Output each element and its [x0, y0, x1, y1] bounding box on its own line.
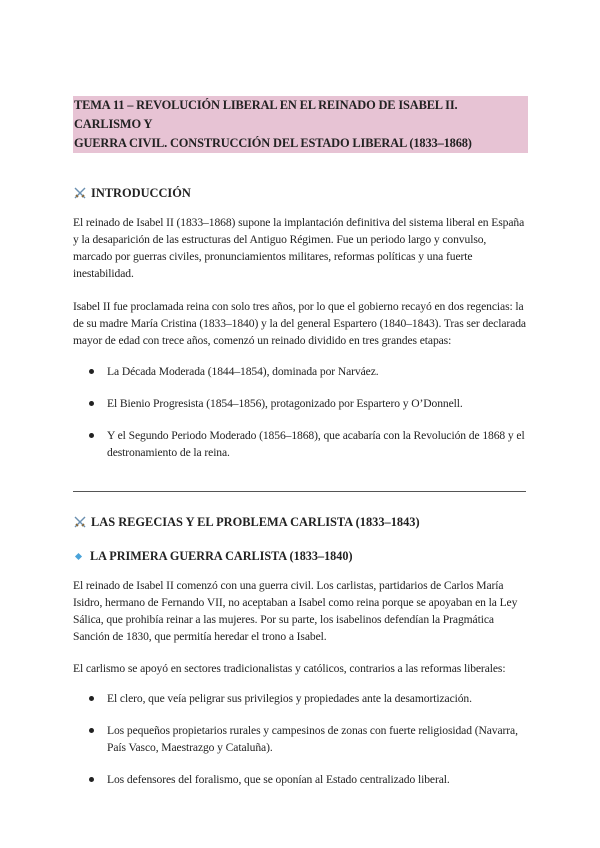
regencias-heading: [73, 514, 528, 530]
intro-paragraph-2: Isabel II fue proclamada reina con solo tres años, por lo que el gobierno recayó en dos regencias: la de su madre María Cristina (1833–1840) y la del general Espartero (1840–1843). Tras ser declarada mayor de edad con trece años, comenzó un reinado dividido en tres grandes etapas:: [73, 300, 526, 347]
carlist-paragraph-1: El reinado de Isabel II comenzó con una guerra civil. Los carlistas, partidarios de Carlos María Isidro, hermano de Fernando VII, no aceptaban a Isabel como reina porque se apoyaban en la Ley Sálica, que prohibía reinar a las mujeres. Por su parte, los isabelinos defendían la Pragmática Sanción de 1830, que permitía heredar el trono a Isabel.: [73, 579, 518, 643]
list-item: Los pequeños propietarios rurales y campesinos de zonas con fuerte religiosidad (Navarra, País Vasco, Maestrazgo y Cataluña).: [73, 722, 528, 756]
bullet-icon: [89, 433, 94, 438]
document-title: [73, 96, 528, 153]
carlist-war-subheading: [73, 548, 528, 564]
bullet-icon: [89, 401, 94, 406]
bullet-icon: [89, 777, 94, 782]
bullet-icon: [89, 369, 94, 374]
list-item: La Década Moderada (1844–1854), dominada por Narváez.: [73, 363, 528, 380]
crossed-swords-icon: [73, 186, 87, 200]
section-divider: [73, 491, 526, 492]
carlist-war-subheading-text: LA PRIMERA GUERRA CARLISTA (1833–1840): [90, 549, 353, 563]
bullet-icon: [89, 728, 94, 733]
list-item: El clero, que veía peligrar sus privilegios y propiedades ante la desamortización.: [73, 690, 528, 707]
intro-stages-list: [73, 363, 528, 461]
carlist-supporters-list: [73, 690, 528, 788]
intro-paragraph-1: El reinado de Isabel II (1833–1868) supone la implantación definitiva del sistema liberal en España y la desaparición de las estructuras del Antiguo Régimen. Fue un periodo largo y convulso, marcado por guerras civiles, pronunciamientos militares, reformas políticas y una fuerte inestabilidad.: [73, 216, 525, 280]
bullet-icon: [89, 696, 94, 701]
list-item: Los defensores del foralismo, que se oponían al Estado centralizado liberal.: [73, 771, 528, 788]
crossed-swords-icon: [73, 515, 87, 529]
intro-heading-text: INTRODUCCIÓN: [91, 186, 191, 200]
title-line-1: TEMA 11 – REVOLUCIÓN LIBERAL EN EL REINADO DE ISABEL II. CARLISMO Y: [74, 98, 458, 131]
blue-diamond-icon: [75, 552, 82, 559]
title-line-2: GUERRA CIVIL. CONSTRUCCIÓN DEL ESTADO LIBERAL (1833–1868): [74, 136, 472, 150]
list-item: Y el Segundo Periodo Moderado (1856–1868), que acabaría con la Revolución de 1868 y el destronamiento de la reina.: [73, 427, 528, 461]
intro-heading: [73, 185, 528, 201]
list-item: El Bienio Progresista (1854–1856), protagonizado por Espartero y O’Donnell.: [73, 395, 528, 412]
regencias-heading-text: LAS REGECIAS Y EL PROBLEMA CARLISTA (1833–1843): [91, 515, 420, 529]
document-page: [73, 96, 528, 788]
carlist-paragraph-2: El carlismo se apoyó en sectores tradicionalistas y católicos, contrarios a las reformas liberales:: [73, 662, 506, 675]
